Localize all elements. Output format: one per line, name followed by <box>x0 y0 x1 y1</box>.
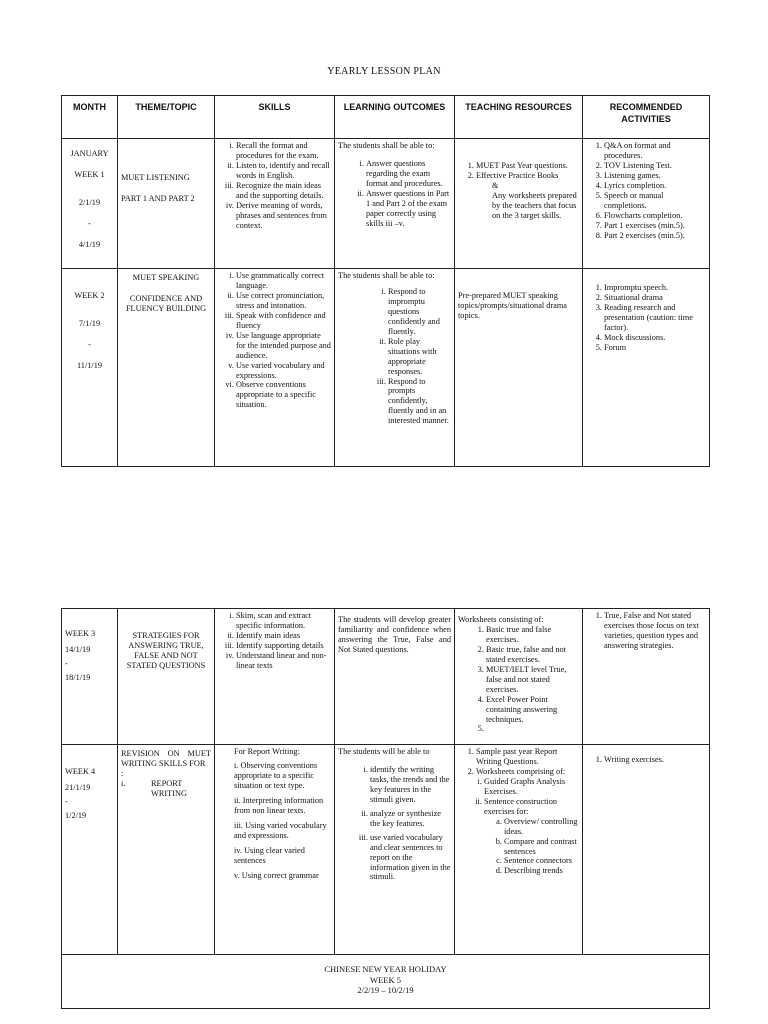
week2-dash: - <box>88 339 91 349</box>
week4-activities-cell <box>583 745 710 955</box>
table-row-week-4 <box>62 745 710 955</box>
holiday-week: WEEK 5 <box>370 974 401 985</box>
lesson-plan-table-2 <box>61 608 710 1009</box>
week4-outcome: ii. analyze or synthesize the key features. <box>370 809 451 829</box>
week4-skill: i. Observing conventions appropriate to a specific situation or text type. <box>234 760 318 790</box>
week1-skill: i. Recall the format and procedures for the exam. <box>236 141 331 161</box>
header-outcomes: LEARNING OUTCOMES <box>335 96 455 139</box>
week3-skill: iv. Understand linear and non-linear texts <box>236 651 331 671</box>
week2-theme-line-1: MUET SPEAKING <box>132 273 200 282</box>
table-row-week-3 <box>62 609 710 745</box>
week2-activity: 1. Impromptu speech. <box>604 283 706 293</box>
week3-resource <box>486 724 579 734</box>
week4-resource-subsub: a. Overview/ controlling ideas. <box>504 817 579 837</box>
week1-resources-cell <box>455 139 583 269</box>
week4-label: WEEK 4 <box>65 767 96 776</box>
week4-end: 1/2/19 <box>65 810 87 820</box>
week1-resource: 2. Effective Practice Books <box>476 171 579 181</box>
week3-resource: 3. MUET/IELT level True, false and not stated exercises. <box>486 665 579 695</box>
week2-theme-line-2: CONFIDENCE AND FLUENCY BUILDING <box>125 293 207 313</box>
week3-theme: STRATEGIES FOR ANSWERING TRUE, FALSE AND NOT STATED QUESTIONS <box>126 631 206 670</box>
week2-outcome: iii. Respond to prompts confidently, fluently and in an interested manner. <box>388 377 451 427</box>
week1-skills-cell <box>215 139 335 269</box>
week1-end: 4/1/19 <box>78 239 101 249</box>
week2-outcomes-cell <box>335 269 455 467</box>
week2-activity: 5. Forum <box>604 343 706 353</box>
week4-theme-colon: : <box>121 768 124 778</box>
week2-activities-cell <box>583 269 710 467</box>
week1-start: 2/1/19 <box>78 197 101 207</box>
week1-theme-cell <box>118 139 215 269</box>
week1-activity: 7. Part 1 exercises (min.5). <box>604 221 706 231</box>
week2-month-cell <box>62 269 118 467</box>
week4-outcomes-intro: The students will be able to <box>338 747 430 756</box>
week3-activities-cell <box>583 609 710 745</box>
week3-resource: 2. Basic true, false and not stated exercises. <box>486 645 579 665</box>
week1-activity: 1. Q&A on format and procedures. <box>604 141 706 161</box>
page-title: YEARLY LESSON PLAN <box>327 66 441 77</box>
week1-skill: ii. Listen to, identify and recall words in English. <box>236 161 331 181</box>
week2-skills-cell <box>215 269 335 467</box>
header-month: MONTH <box>62 96 118 139</box>
week1-resource-ampersand: & <box>492 180 499 190</box>
week1-activity: 6. Flowcharts completion. <box>604 211 706 221</box>
week1-outcomes-intro: The students shall be able to: <box>338 141 435 150</box>
week2-theme-cell <box>118 269 215 467</box>
week4-start: 21/1/19 <box>65 782 91 792</box>
week3-month-cell <box>62 609 118 745</box>
week3-label: WEEK 3 <box>65 629 96 638</box>
week4-skill: ii. Interpreting information from non linear texts. <box>234 795 324 815</box>
week4-resources-cell <box>455 745 583 955</box>
week4-resource-subsub: d. Describing trends <box>504 866 579 876</box>
week2-start: 7/1/19 <box>78 318 101 328</box>
week3-skill: iii. Identify supporting details <box>236 641 331 651</box>
week2-skill: v. Use varied vocabulary and expressions. <box>236 361 331 381</box>
week3-skills-cell <box>215 609 335 745</box>
header-activities: RECOMMENDED ACTIVITIES <box>583 96 710 139</box>
week1-activity: 5. Speech or manual completions. <box>604 191 706 211</box>
holiday-cell <box>62 955 710 1009</box>
week4-skill: v. Using correct grammar <box>234 870 319 880</box>
week3-skill: ii. Identify main ideas <box>236 631 331 641</box>
week4-resource: 1. Sample past year Report Writing Questions. <box>476 747 579 767</box>
week2-outcome: i. Respond to impromptu questions confidently and fluently. <box>388 287 451 337</box>
week3-resource: 4. Excel Power Point containing answering techniques. <box>486 695 579 725</box>
week1-outcomes-cell <box>335 139 455 269</box>
week1-resource-extra: Any worksheets prepared by the teachers that focus on the 3 target skills. <box>492 190 577 220</box>
week4-theme-item: REPORT WRITING <box>151 778 187 798</box>
week2-skill: vi. Observe conventions appropriate to a specific situation. <box>236 380 331 410</box>
week1-label: WEEK 1 <box>74 169 105 179</box>
header-row <box>62 96 710 139</box>
table-row-week-2 <box>62 269 710 467</box>
week3-resources-cell <box>455 609 583 745</box>
week3-outcomes: The students will develop greater familiarity and confidence when answering the True, False and Not Stated questions. <box>338 615 451 654</box>
week3-theme-cell <box>118 609 215 745</box>
week3-dash: - <box>65 658 68 668</box>
week1-outcome: ii. Answer questions in Part 1 and Part 2 of the exam paper correctly using skills iii –v. <box>366 189 451 229</box>
week2-skill: i. Use grammatically correct language. <box>236 271 331 291</box>
week2-outcome: ii. Role play situations with appropriate responses. <box>388 337 451 377</box>
week1-activity: 2. TOV Listening Test. <box>604 161 706 171</box>
week1-resource: 1. MUET Past Year questions. <box>476 161 579 171</box>
week4-resource-sub: i. Guided Graphs Analysis Exercises. <box>484 777 579 797</box>
week2-activity: 2. Situational drama <box>604 293 706 303</box>
header-skills: SKILLS <box>215 96 335 139</box>
week1-month-cell <box>62 139 118 269</box>
week4-month-cell <box>62 745 118 955</box>
week2-skill: iii. Speak with confidence and fluency <box>236 311 331 331</box>
holiday-dates: 2/2/19 – 10/2/19 <box>357 985 414 996</box>
week2-resource: Pre-prepared MUET speaking topics/prompts/situational drama topics. <box>458 291 567 320</box>
week1-skill: iv. Derive meaning of words, phrases and sentences from context. <box>236 201 331 231</box>
lesson-plan-table-1 <box>61 95 710 467</box>
week1-activity: 8. Part 2 exercises (min.5). <box>604 231 706 241</box>
week4-dash: - <box>65 796 68 806</box>
week1-dash: - <box>88 218 91 228</box>
week2-outcomes-intro: The students shall be able to: <box>338 271 435 280</box>
week1-activity: 4. Lyrics completion. <box>604 181 706 191</box>
week4-activity: 1. Writing exercises. <box>604 755 706 765</box>
week1-activities-cell <box>583 139 710 269</box>
week2-resources-cell <box>455 269 583 467</box>
week2-skill: ii. Use correct pronunciation, stress and intonation. <box>236 291 331 311</box>
week4-theme-num: i. <box>121 778 126 788</box>
week2-activity: 4. Mock discussions. <box>604 333 706 343</box>
week4-resource-subsub: b. Compare and contrast sentences <box>504 837 579 857</box>
holiday-title: CHINESE NEW YEAR HOLIDAY <box>324 964 447 974</box>
week4-resource: 2. Worksheets comprising of: <box>476 767 579 777</box>
week3-activity: 1. True, False and Not stated exercises those focus on text varieties, question types and answering strategies. <box>604 611 706 651</box>
week2-skill: iv. Use language appropriate for the intended purpose and audience. <box>236 331 331 361</box>
week4-resource-sub: ii. Sentence construction exercises for: <box>484 797 579 817</box>
week1-theme-line-2: PART 1 AND PART 2 <box>121 193 195 203</box>
week4-outcome: iii. use varied vocabulary and clear sentences to report on the information given in the stimuli. <box>370 833 451 883</box>
week2-label: WEEK 2 <box>74 291 105 300</box>
week1-theme-line-1: MUET LISTENING <box>121 173 190 182</box>
header-resources: TEACHING RESOURCES <box>455 96 583 139</box>
week3-skill: i. Skim, scan and extract specific information. <box>236 611 331 631</box>
week4-outcomes-cell <box>335 745 455 955</box>
table-row-week-1 <box>62 139 710 269</box>
week2-activity: 3. Reading research and presentation (caution: time factor). <box>604 303 706 333</box>
week1-month: JANUARY <box>70 149 109 158</box>
week3-resources-intro: Worksheets consisting of: <box>458 615 544 624</box>
week4-skill: iv. Using clear varied sentences <box>234 845 305 865</box>
week3-end: 18/1/19 <box>65 672 91 682</box>
week2-end: 11/1/19 <box>76 360 103 370</box>
week4-skills-intro: For Report Writing: <box>234 747 300 756</box>
week4-skills-cell <box>215 745 335 955</box>
header-theme: THEME/TOPIC <box>118 96 215 139</box>
week4-outcome: i. identify the writing tasks, the trends and the key features in the stimuli given. <box>370 765 451 805</box>
week3-start: 14/1/19 <box>65 644 91 654</box>
week4-theme-line: REVISION ON MUET WRITING SKILLS FOR <box>121 749 211 768</box>
week3-resource: 1. Basic true and false exercises. <box>486 625 579 645</box>
week4-skill: iii. Using varied vocabulary and expressions. <box>234 820 327 840</box>
week1-skill: iii. Recognize the main ideas and the supporting details. <box>236 181 331 201</box>
week1-activity: 3. Listening games. <box>604 171 706 181</box>
week1-outcome: i. Answer questions regarding the exam format and procedures. <box>366 159 451 189</box>
table-row-holiday <box>62 955 710 1009</box>
week4-theme-cell <box>118 745 215 955</box>
week3-outcomes-cell <box>335 609 455 745</box>
week4-resource-subsub: c. Sentence connectors <box>504 856 579 866</box>
